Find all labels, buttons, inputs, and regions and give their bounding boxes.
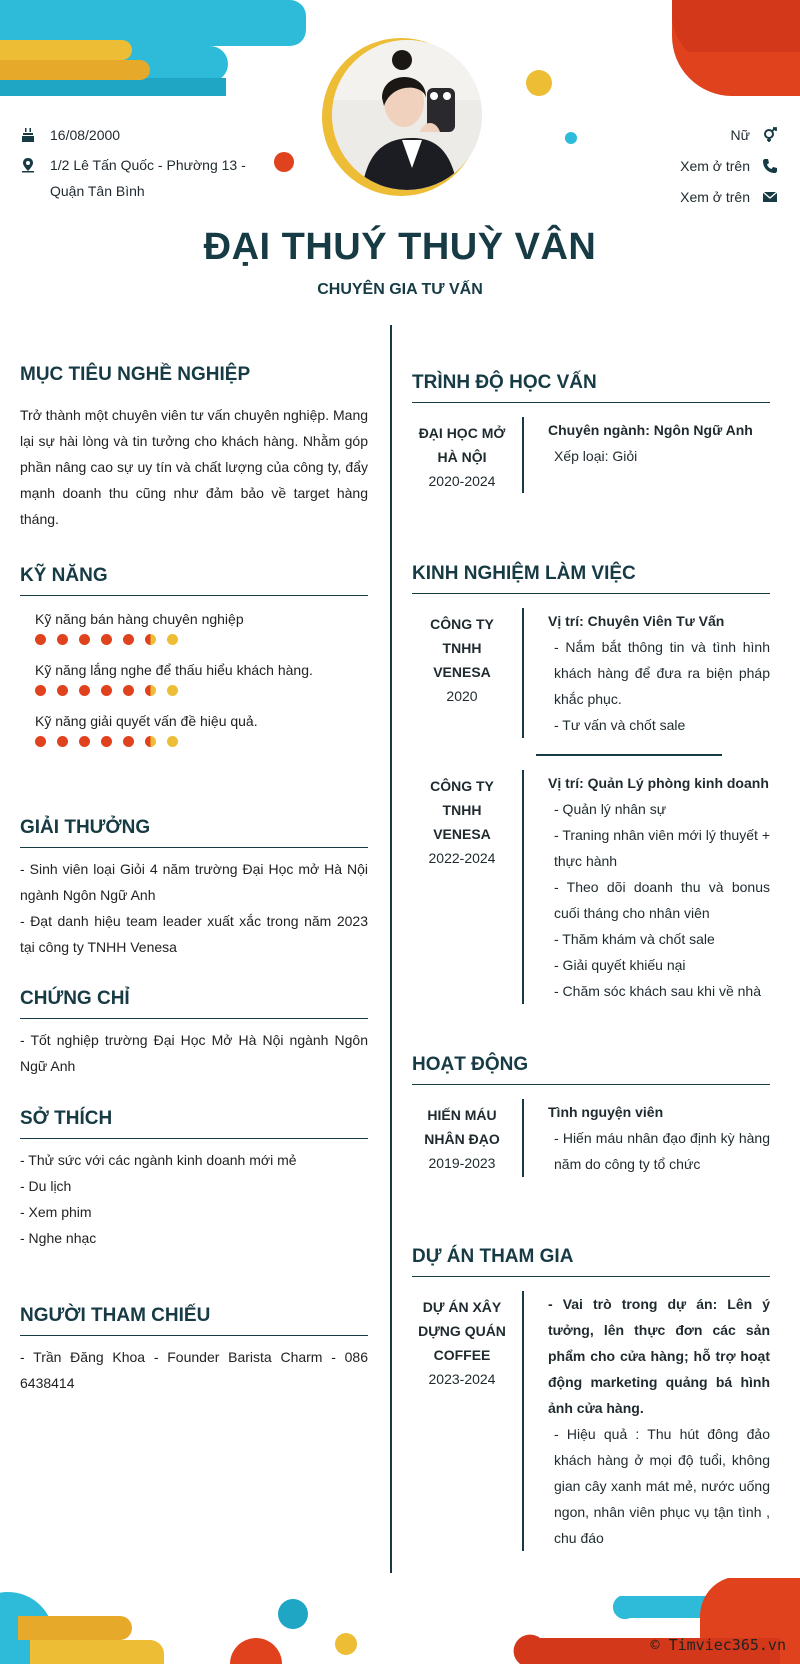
- entry-bar: [522, 1291, 524, 1551]
- rating-dot: [145, 736, 156, 747]
- org-name: HIẾN MÁU NHÂN ĐẠO: [424, 1107, 500, 1147]
- section-title: NGƯỜI THAM CHIẾU: [20, 1305, 368, 1336]
- entry-head: Chuyên ngành: Ngôn Ngữ Anh: [548, 422, 753, 438]
- skill-rating: [35, 685, 368, 696]
- entry-bar: [522, 770, 524, 1004]
- rating-dot: [101, 634, 112, 645]
- section-skills: [20, 565, 368, 747]
- entry-separator: [536, 754, 722, 756]
- section-activities: [412, 1054, 770, 1177]
- entry-head: Tình nguyện viên: [548, 1104, 664, 1120]
- experience-entry: [412, 770, 770, 1004]
- skill-item: [35, 710, 368, 747]
- phone-row: [578, 153, 778, 179]
- birthday-text: 16/08/2000: [50, 127, 121, 143]
- section-title: KỸ NĂNG: [20, 565, 368, 596]
- entry-head: - Vai trò trong dự án: Lên ý tưởng, lên thực đơn các sản phẩm cho cửa hàng; hỗ trợ hoạt động marketing quảng bá hình ảnh cửa hàng.: [548, 1296, 770, 1416]
- section-education: [412, 372, 770, 493]
- company-name: CÔNG TY TNHH VENESA: [430, 616, 494, 680]
- entry-line: - Chăm sóc khách sau khi về nhà: [554, 982, 761, 999]
- entry-when: [412, 608, 512, 738]
- rating-dot: [101, 685, 112, 696]
- section-projects: [412, 1246, 770, 1551]
- entry-line: - Hiệu quả : Thu hút đông đảo khách hàng ở mọi độ tuổi, không gian cây xanh mát mẻ, nước uống ngon, nhân viên phục vụ tận tình , chu đáo: [554, 1426, 770, 1546]
- company-name: CÔNG TY TNHH VENESA: [430, 777, 494, 842]
- section-title: SỞ THÍCH: [20, 1108, 368, 1139]
- rating-dot: [123, 634, 134, 645]
- watermark: © Timviec365.vn: [650, 1636, 786, 1654]
- gender-row: [578, 122, 778, 148]
- avatar-photo: [332, 40, 482, 190]
- rating-dot: [167, 685, 178, 696]
- hobby-line: - Thử sức với các ngành kinh doanh mới mẻ: [20, 1152, 297, 1168]
- entry-line: - Quản lý nhân sự: [554, 800, 667, 817]
- section-experience: [412, 563, 770, 1004]
- objective-text: Trở thành một chuyên viên tư vấn chuyên nghiệp. Mang lại sự hài lòng và tin tưởng cho khách hàng. Nhằm góp phần nâng cao sự uy tín và chất lượng của công ty, đẩy mạnh doanh thu cũng như đảm bảo về target hàng tháng.: [20, 407, 369, 527]
- school-name: ĐẠI HỌC MỞ HÀ NỘI: [418, 425, 506, 465]
- entry-line: Xếp loại: Giỏi: [554, 448, 638, 464]
- education-entry: [412, 417, 770, 493]
- skill-rating: [35, 736, 368, 747]
- rating-dot: [57, 736, 68, 747]
- section-title: TRÌNH ĐỘ HỌC VẤN: [412, 372, 770, 403]
- rating-dot: [167, 634, 178, 645]
- certificate-line: - Tốt nghiệp trường Đại Học Mở Hà Nội ngành Ngôn Ngữ Anh: [20, 1032, 368, 1074]
- rating-dot: [57, 634, 68, 645]
- address-row: [20, 152, 260, 204]
- entry-line: - Hiến máu nhân đạo định kỳ hàng năm do công ty tổ chức: [554, 1130, 770, 1172]
- skill-item: [35, 659, 368, 696]
- activity-entry: [412, 1099, 770, 1177]
- cake-icon: [20, 122, 50, 148]
- phone-text[interactable]: Xem ở trên: [680, 158, 750, 174]
- rating-dot: [145, 685, 156, 696]
- entry-period: 2022-2024: [428, 849, 496, 866]
- rating-dot: [123, 736, 134, 747]
- entry-line: - Traning nhân viên mới lý thuyết + thực hành: [554, 826, 770, 869]
- phone-icon: [750, 153, 778, 179]
- entry-when: [412, 1291, 512, 1551]
- rating-dot: [101, 736, 112, 747]
- section-certificates: [20, 988, 368, 1079]
- rating-dot: [35, 736, 46, 747]
- section-awards: [20, 817, 368, 960]
- rating-dot: [57, 685, 68, 696]
- skill-name: Kỹ năng lắng nghe để thấu hiểu khách hàng.: [35, 662, 313, 678]
- experience-entry: [412, 608, 770, 738]
- entry-body: [548, 770, 770, 1004]
- project-name: DỰ ÁN XÂY DỰNG QUÁN COFFEE: [418, 1299, 506, 1363]
- birthday-row: [20, 122, 260, 148]
- hobby-line: - Xem phim: [20, 1204, 92, 1220]
- entry-period: 2020-2024: [428, 473, 496, 489]
- section-title: CHỨNG CHỈ: [20, 988, 368, 1019]
- entry-body: [548, 608, 770, 738]
- rating-dot: [167, 736, 178, 747]
- skill-name: Kỹ năng bán hàng chuyên nghiệp: [35, 611, 244, 627]
- section-title: MỤC TIÊU NGHỀ NGHIỆP: [20, 364, 251, 385]
- envelope-icon: [750, 184, 778, 210]
- award-line: - Đạt danh hiệu team leader xuất xắc trong năm 2023 tại công ty TNHH Venesa: [20, 913, 368, 955]
- column-divider: [390, 325, 392, 1573]
- project-entry: [412, 1291, 770, 1551]
- contact-left: [20, 122, 260, 208]
- reference-line: - Trần Đăng Khoa - Founder Barista Charm - 086 6438414: [20, 1349, 368, 1391]
- location-pin-icon: [20, 152, 50, 178]
- entry-when: [412, 770, 512, 1004]
- entry-when: [412, 417, 512, 493]
- rating-dot: [123, 685, 134, 696]
- entry-body: [548, 417, 770, 493]
- entry-head: Vị trí: Quản Lý phòng kinh doanh: [548, 774, 769, 791]
- section-objective: [20, 364, 368, 532]
- entry-bar: [522, 417, 524, 493]
- entry-head: Vị trí: Chuyên Viên Tư Vấn: [548, 613, 725, 629]
- decor-top-right: [640, 0, 800, 100]
- skill-rating: [35, 634, 368, 645]
- entry-line: - Nắm bắt thông tin và tình hình khách hàng để đưa ra biện pháp khắc phục.: [554, 639, 770, 707]
- job-title: CHUYÊN GIA TƯ VẤN: [317, 281, 483, 298]
- rating-dot: [35, 685, 46, 696]
- entry-period: 2019-2023: [428, 1155, 496, 1171]
- hobby-line: - Du lịch: [20, 1178, 72, 1194]
- rating-dot: [145, 634, 156, 645]
- email-row: [578, 184, 778, 210]
- avatar: [332, 40, 482, 190]
- section-hobbies: [20, 1108, 368, 1251]
- rating-dot: [79, 634, 90, 645]
- rating-dot: [79, 736, 90, 747]
- section-references: [20, 1305, 368, 1396]
- contact-right: [578, 122, 778, 215]
- section-title: KINH NGHIỆM LÀM VIỆC: [412, 563, 770, 594]
- section-title: GIẢI THƯỞNG: [20, 817, 368, 848]
- entry-bar: [522, 608, 524, 738]
- skill-item: [35, 608, 368, 645]
- entry-line: - Tư vấn và chốt sale: [554, 717, 686, 733]
- entry-line: - Theo dõi doanh thu và bonus cuối tháng cho nhân viên: [554, 878, 770, 921]
- entry-body: [548, 1099, 770, 1177]
- rating-dot: [79, 685, 90, 696]
- entry-body: [548, 1291, 770, 1551]
- entry-line: - Thăm khám và chốt sale: [554, 930, 715, 947]
- entry-when: [412, 1099, 512, 1177]
- hobby-line: - Nghe nhạc: [20, 1230, 97, 1246]
- address-text: 1/2 Lê Tấn Quốc - Phường 13 - Quận Tân Bình: [50, 157, 246, 199]
- entry-period: 2020: [446, 688, 478, 704]
- section-title: HOẠT ĐỘNG: [412, 1054, 770, 1085]
- gender-icon: [750, 122, 778, 148]
- email-text[interactable]: Xem ở trên: [680, 189, 750, 205]
- section-title: DỰ ÁN THAM GIA: [412, 1246, 770, 1277]
- entry-period: 2023-2024: [428, 1371, 496, 1387]
- skill-name: Kỹ năng giải quyết vấn đề hiệu quả.: [35, 713, 258, 729]
- entry-line: - Giải quyết khiếu nại: [554, 956, 686, 973]
- candidate-name: ĐẠI THUÝ THUỲ VÂN: [203, 226, 597, 268]
- award-line: - Sinh viên loại Giỏi 4 năm trường Đại Học mở Hà Nội ngành Ngôn Ngữ Anh: [20, 861, 368, 903]
- rating-dot: [35, 634, 46, 645]
- gender-text: Nữ: [730, 127, 750, 143]
- entry-bar: [522, 1099, 524, 1177]
